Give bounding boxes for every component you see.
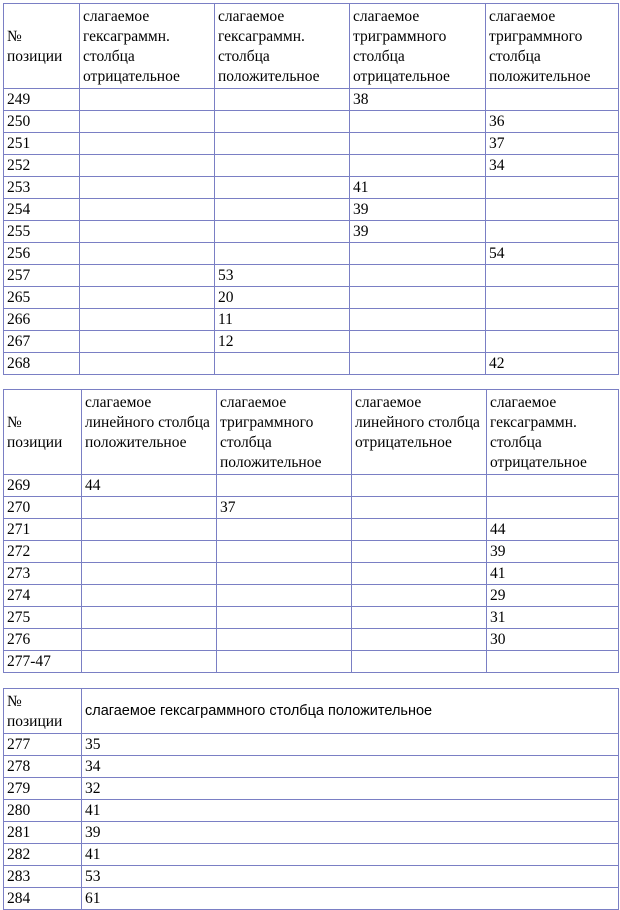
- table-row: [4, 844, 619, 866]
- value-cell: [352, 541, 487, 563]
- value-cell: [352, 607, 487, 629]
- table-header-row: [4, 390, 619, 475]
- value-cell: [82, 497, 217, 519]
- table-body: [4, 475, 619, 673]
- table-row: [4, 734, 619, 756]
- table-row: [4, 309, 619, 331]
- value-cell: [350, 243, 486, 265]
- header-trigram-negative: слагаемое триграммного столбца отрицательное: [350, 4, 486, 89]
- table-row: [4, 563, 619, 585]
- position-cell: 270: [4, 497, 82, 519]
- table-row: [4, 243, 619, 265]
- position-cell: 277-47: [4, 651, 82, 673]
- value-cell: 32: [82, 778, 619, 800]
- positions-table-1: [3, 3, 619, 375]
- table-row: [4, 177, 619, 199]
- table-row: [4, 756, 619, 778]
- value-cell: 39: [487, 541, 619, 563]
- value-cell: [80, 111, 215, 133]
- value-cell: [217, 607, 352, 629]
- value-cell: [82, 651, 217, 673]
- position-cell: 268: [4, 353, 80, 375]
- value-cell: [350, 309, 486, 331]
- value-cell: [350, 331, 486, 353]
- position-cell: 282: [4, 844, 82, 866]
- value-cell: [352, 475, 487, 497]
- value-cell: 39: [350, 199, 486, 221]
- position-cell: 272: [4, 541, 82, 563]
- table-row: [4, 778, 619, 800]
- table-row: [4, 607, 619, 629]
- position-cell: 267: [4, 331, 80, 353]
- value-cell: [217, 585, 352, 607]
- value-cell: [352, 629, 487, 651]
- value-cell: [352, 651, 487, 673]
- value-cell: 53: [215, 265, 350, 287]
- position-cell: 273: [4, 563, 82, 585]
- value-cell: 44: [82, 475, 217, 497]
- table-row: [4, 519, 619, 541]
- header-hexagram-positive: слагаемое гексаграммн. столбца положительное: [215, 4, 350, 89]
- value-cell: [486, 199, 619, 221]
- value-cell: [486, 309, 619, 331]
- value-cell: [80, 287, 215, 309]
- table-row: [4, 497, 619, 519]
- table-row: [4, 888, 619, 910]
- positions-table-3: [3, 688, 619, 910]
- position-cell: 253: [4, 177, 80, 199]
- table-row: [4, 287, 619, 309]
- value-cell: 42: [486, 353, 619, 375]
- value-cell: 39: [350, 221, 486, 243]
- value-cell: [217, 475, 352, 497]
- value-cell: 29: [487, 585, 619, 607]
- table-row: [4, 475, 619, 497]
- value-cell: [352, 585, 487, 607]
- value-cell: [82, 519, 217, 541]
- table-row: [4, 629, 619, 651]
- value-cell: [215, 89, 350, 111]
- value-cell: 41: [350, 177, 486, 199]
- table-row: [4, 265, 619, 287]
- value-cell: 12: [215, 331, 350, 353]
- position-cell: 284: [4, 888, 82, 910]
- position-cell: 280: [4, 800, 82, 822]
- value-cell: 34: [486, 155, 619, 177]
- value-cell: [352, 563, 487, 585]
- value-cell: 38: [350, 89, 486, 111]
- position-cell: 266: [4, 309, 80, 331]
- value-cell: 37: [217, 497, 352, 519]
- position-cell: 281: [4, 822, 82, 844]
- position-cell: 278: [4, 756, 82, 778]
- position-cell: 249: [4, 89, 80, 111]
- value-cell: 34: [82, 756, 619, 778]
- position-cell: 256: [4, 243, 80, 265]
- value-cell: 20: [215, 287, 350, 309]
- value-cell: [215, 111, 350, 133]
- value-cell: [80, 199, 215, 221]
- value-cell: [486, 89, 619, 111]
- position-cell: 257: [4, 265, 80, 287]
- header-hexagram-negative: слагаемое гексаграммн. столбца отрицательное: [80, 4, 215, 89]
- value-cell: [352, 497, 487, 519]
- value-cell: [350, 155, 486, 177]
- value-cell: [217, 629, 352, 651]
- header-hexagram-positive: слагаемое гексаграммного столбца положительное: [82, 689, 619, 734]
- position-cell: 277: [4, 734, 82, 756]
- value-cell: 39: [82, 822, 619, 844]
- value-cell: [80, 309, 215, 331]
- value-cell: [352, 519, 487, 541]
- value-cell: [217, 519, 352, 541]
- value-cell: [486, 265, 619, 287]
- position-cell: 274: [4, 585, 82, 607]
- value-cell: [217, 563, 352, 585]
- value-cell: 31: [487, 607, 619, 629]
- value-cell: 41: [82, 844, 619, 866]
- value-cell: [350, 353, 486, 375]
- value-cell: [486, 331, 619, 353]
- header-trigram-positive: слагаемое триграммного столбца положительное: [486, 4, 619, 89]
- value-cell: 35: [82, 734, 619, 756]
- table-row: [4, 822, 619, 844]
- value-cell: [487, 497, 619, 519]
- positions-table-2: [3, 389, 619, 673]
- header-position: № позиции: [4, 689, 82, 734]
- table-body: [4, 89, 619, 375]
- value-cell: [80, 331, 215, 353]
- table-row: [4, 585, 619, 607]
- value-cell: [80, 89, 215, 111]
- value-cell: [82, 541, 217, 563]
- header-position: № позиции: [4, 390, 82, 475]
- value-cell: 30: [487, 629, 619, 651]
- table-row: [4, 221, 619, 243]
- value-cell: [82, 563, 217, 585]
- position-cell: 271: [4, 519, 82, 541]
- value-cell: [217, 541, 352, 563]
- value-cell: [350, 111, 486, 133]
- value-cell: [350, 133, 486, 155]
- position-cell: 252: [4, 155, 80, 177]
- value-cell: [82, 607, 217, 629]
- value-cell: [487, 475, 619, 497]
- position-cell: 269: [4, 475, 82, 497]
- value-cell: 44: [487, 519, 619, 541]
- position-cell: 279: [4, 778, 82, 800]
- table-row: [4, 541, 619, 563]
- header-trigram-positive: слагаемое триграммного столбца положительное: [217, 390, 352, 475]
- value-cell: [215, 133, 350, 155]
- value-cell: [82, 629, 217, 651]
- value-cell: [80, 221, 215, 243]
- value-cell: 54: [486, 243, 619, 265]
- value-cell: [80, 177, 215, 199]
- table-row: [4, 199, 619, 221]
- value-cell: [80, 353, 215, 375]
- table-row: [4, 651, 619, 673]
- value-cell: [80, 243, 215, 265]
- value-cell: [215, 353, 350, 375]
- header-linear-negative: слагаемое линейного столбца отрицательное: [352, 390, 487, 475]
- value-cell: [350, 265, 486, 287]
- value-cell: 11: [215, 309, 350, 331]
- table-row: [4, 89, 619, 111]
- value-cell: [82, 585, 217, 607]
- value-cell: 41: [82, 800, 619, 822]
- value-cell: [350, 287, 486, 309]
- table-row: [4, 353, 619, 375]
- value-cell: [80, 155, 215, 177]
- position-cell: 265: [4, 287, 80, 309]
- value-cell: 36: [486, 111, 619, 133]
- value-cell: [486, 177, 619, 199]
- value-cell: 61: [82, 888, 619, 910]
- table-body: [4, 734, 619, 910]
- value-cell: [215, 155, 350, 177]
- position-cell: 275: [4, 607, 82, 629]
- table-row: [4, 133, 619, 155]
- position-cell: 250: [4, 111, 80, 133]
- value-cell: [215, 221, 350, 243]
- value-cell: [487, 651, 619, 673]
- position-cell: 283: [4, 866, 82, 888]
- value-cell: [80, 265, 215, 287]
- position-cell: 254: [4, 199, 80, 221]
- position-cell: 251: [4, 133, 80, 155]
- table-row: [4, 111, 619, 133]
- header-hexagram-negative: слагаемое гексаграммн. столбца отрицательное: [487, 390, 619, 475]
- value-cell: [215, 177, 350, 199]
- table-header-row: [4, 4, 619, 89]
- header-position: № позиции: [4, 4, 80, 89]
- value-cell: 41: [487, 563, 619, 585]
- value-cell: [215, 243, 350, 265]
- value-cell: [217, 651, 352, 673]
- table-row: [4, 800, 619, 822]
- value-cell: 53: [82, 866, 619, 888]
- value-cell: [486, 287, 619, 309]
- table-row: [4, 866, 619, 888]
- value-cell: [215, 199, 350, 221]
- position-cell: 276: [4, 629, 82, 651]
- table-row: [4, 155, 619, 177]
- position-cell: 255: [4, 221, 80, 243]
- header-linear-positive: слагаемое линейного столбца положительное: [82, 390, 217, 475]
- value-cell: 37: [486, 133, 619, 155]
- table-header-row: [4, 689, 619, 734]
- value-cell: [80, 133, 215, 155]
- table-row: [4, 331, 619, 353]
- value-cell: [486, 221, 619, 243]
